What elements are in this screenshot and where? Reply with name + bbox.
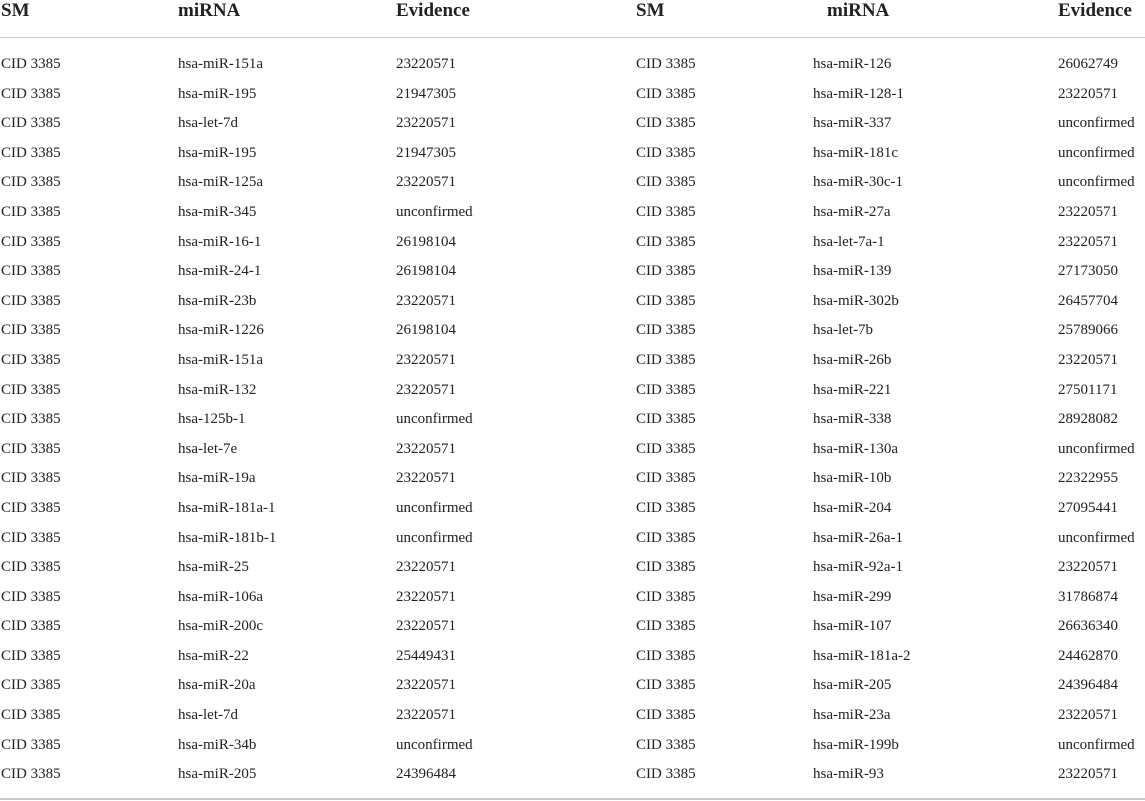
table-row	[0, 731, 1145, 761]
cell-evidence-left: 23220571	[396, 56, 456, 72]
cell-mirna-left: hsa-miR-345	[178, 203, 257, 220]
cell-evidence-right: 23220571	[1058, 233, 1118, 250]
cell-sm-right: CID 3385	[636, 529, 696, 546]
table-row	[0, 316, 1145, 346]
cell-sm-right: CID 3385	[636, 588, 696, 605]
cell-evidence-left: 23220571	[396, 707, 456, 724]
table-row	[0, 464, 1145, 494]
cell-evidence-right: 23220571	[1058, 766, 1118, 783]
cell-sm-left: CID 3385	[1, 203, 61, 220]
cell-sm-right: CID 3385	[636, 677, 696, 694]
cell-evidence-left: 26198104	[396, 322, 456, 339]
cell-evidence-right: 24462870	[1058, 647, 1118, 664]
cell-mirna-left: hsa-miR-22	[178, 647, 249, 664]
cell-sm-left: CID 3385	[1, 588, 61, 605]
cell-mirna-left: hsa-miR-23b	[178, 292, 257, 309]
cell-sm-right: CID 3385	[636, 144, 696, 161]
cell-sm-left: CID 3385	[1, 381, 61, 398]
table-row	[0, 642, 1145, 672]
cell-mirna-right: hsa-miR-30c-1	[813, 174, 903, 191]
cell-evidence-right: 23220571	[1058, 351, 1118, 368]
cell-mirna-left: hsa-let-7e	[178, 440, 238, 457]
cell-mirna-right: hsa-miR-126	[813, 56, 892, 72]
table-row	[0, 494, 1145, 524]
table-row	[0, 376, 1145, 406]
cell-sm-left: CID 3385	[1, 440, 61, 457]
cell-evidence-right: 23220571	[1058, 85, 1118, 102]
cell-mirna-left: hsa-miR-195	[178, 85, 257, 102]
cell-mirna-right: hsa-miR-128-1	[813, 85, 904, 102]
cell-evidence-left: 23220571	[396, 351, 456, 368]
cell-sm-right: CID 3385	[636, 381, 696, 398]
cell-mirna-right: hsa-let-7a-1	[813, 233, 885, 250]
table-header	[0, 0, 1145, 36]
cell-evidence-right: unconfirmed	[1058, 144, 1135, 161]
cell-evidence-right: 25789066	[1058, 322, 1118, 339]
cell-evidence-right: unconfirmed	[1058, 174, 1135, 191]
table-row	[0, 671, 1145, 701]
cell-mirna-left: hsa-miR-195	[178, 144, 257, 161]
cell-sm-left: CID 3385	[1, 707, 61, 724]
cell-evidence-left: 21947305	[396, 144, 456, 161]
cell-mirna-left: hsa-miR-1226	[178, 322, 264, 339]
table-row	[0, 228, 1145, 258]
cell-sm-left: CID 3385	[1, 174, 61, 191]
cell-mirna-right: hsa-miR-302b	[813, 292, 899, 309]
cell-mirna-right: hsa-miR-26b	[813, 351, 892, 368]
cell-evidence-right: 28928082	[1058, 411, 1118, 428]
cell-mirna-right: hsa-miR-338	[813, 411, 892, 428]
cell-mirna-right: hsa-miR-221	[813, 381, 892, 398]
cell-sm-right: CID 3385	[636, 292, 696, 309]
cell-evidence-left: 23220571	[396, 381, 456, 398]
cell-evidence-left: 24396484	[396, 766, 456, 783]
cell-evidence-left: 23220571	[396, 440, 456, 457]
cell-evidence-right: 31786874	[1058, 588, 1118, 605]
table-row	[0, 553, 1145, 583]
cell-evidence-right: 23220571	[1058, 203, 1118, 220]
cell-mirna-left: hsa-miR-34b	[178, 736, 257, 753]
cell-sm-left: CID 3385	[1, 351, 61, 368]
cell-sm-left: CID 3385	[1, 736, 61, 753]
cell-mirna-left: hsa-miR-151a	[178, 351, 263, 368]
cell-sm-left: CID 3385	[1, 56, 61, 72]
cell-mirna-right: hsa-miR-27a	[813, 203, 891, 220]
cell-sm-right: CID 3385	[636, 115, 696, 132]
cell-evidence-right: 26636340	[1058, 618, 1118, 635]
header-mirna-left: miRNA	[178, 0, 241, 21]
cell-mirna-right: hsa-miR-139	[813, 263, 892, 280]
table-body	[0, 50, 1145, 790]
cell-evidence-right: 24396484	[1058, 677, 1118, 694]
cell-sm-right: CID 3385	[636, 618, 696, 635]
cell-evidence-right: 26457704	[1058, 292, 1118, 309]
cell-evidence-right: 23220571	[1058, 559, 1118, 576]
cell-mirna-left: hsa-miR-205	[178, 766, 257, 783]
cell-mirna-right: hsa-miR-337	[813, 115, 892, 132]
cell-sm-left: CID 3385	[1, 233, 61, 250]
cell-sm-right: CID 3385	[636, 203, 696, 220]
cell-sm-right: CID 3385	[636, 470, 696, 487]
cell-mirna-right: hsa-miR-93	[813, 766, 884, 783]
cell-evidence-left: 23220571	[396, 618, 456, 635]
cell-evidence-left: 23220571	[396, 292, 456, 309]
cell-sm-right: CID 3385	[636, 499, 696, 516]
cell-mirna-right: hsa-miR-10b	[813, 470, 892, 487]
cell-evidence-left: unconfirmed	[396, 499, 473, 516]
cell-mirna-right: hsa-miR-205	[813, 677, 892, 694]
cell-evidence-left: unconfirmed	[396, 203, 473, 220]
cell-mirna-right: hsa-miR-181a-2	[813, 647, 911, 664]
cell-evidence-left: unconfirmed	[396, 736, 473, 753]
cell-sm-left: CID 3385	[1, 115, 61, 132]
cell-mirna-left: hsa-miR-19a	[178, 470, 256, 487]
cell-evidence-right: 26062749	[1058, 56, 1118, 72]
cell-evidence-right: unconfirmed	[1058, 736, 1135, 753]
cell-mirna-right: hsa-miR-204	[813, 499, 892, 516]
cell-sm-right: CID 3385	[636, 440, 696, 457]
cell-mirna-left: hsa-let-7d	[178, 115, 238, 132]
cell-mirna-right: hsa-miR-199b	[813, 736, 899, 753]
cell-mirna-left: hsa-miR-16-1	[178, 233, 262, 250]
table-row	[0, 583, 1145, 613]
cell-sm-right: CID 3385	[636, 766, 696, 783]
cell-evidence-left: 25449431	[396, 647, 456, 664]
table-row	[0, 80, 1145, 110]
cell-evidence-left: 23220571	[396, 174, 456, 191]
header-mirna-right: miRNA	[827, 0, 890, 21]
cell-mirna-left: hsa-miR-181b-1	[178, 529, 277, 546]
cell-sm-left: CID 3385	[1, 499, 61, 516]
cell-sm-right: CID 3385	[636, 707, 696, 724]
cell-sm-left: CID 3385	[1, 292, 61, 309]
cell-sm-left: CID 3385	[1, 677, 61, 694]
cell-evidence-left: 23220571	[396, 559, 456, 576]
cell-mirna-right: hsa-miR-181c	[813, 144, 898, 161]
table-row	[0, 168, 1145, 198]
cell-mirna-left: hsa-125b-1	[178, 411, 246, 428]
cell-mirna-left: hsa-miR-200c	[178, 618, 263, 635]
cell-mirna-right: hsa-miR-299	[813, 588, 892, 605]
table-bottom-rule	[0, 798, 1145, 800]
cell-evidence-left: 23220571	[396, 115, 456, 132]
cell-evidence-left: 23220571	[396, 588, 456, 605]
cell-mirna-left: hsa-miR-181a-1	[178, 499, 276, 516]
cell-mirna-left: hsa-miR-20a	[178, 677, 256, 694]
cell-sm-right: CID 3385	[636, 351, 696, 368]
cell-mirna-left: hsa-miR-25	[178, 559, 249, 576]
cell-mirna-right: hsa-miR-130a	[813, 440, 898, 457]
cell-evidence-left: 23220571	[396, 677, 456, 694]
cell-sm-left: CID 3385	[1, 470, 61, 487]
table-row	[0, 435, 1145, 465]
header-evidence-right: Evidence	[1058, 0, 1132, 21]
cell-mirna-left: hsa-miR-24-1	[178, 263, 262, 280]
cell-mirna-right: hsa-miR-23a	[813, 707, 891, 724]
cell-sm-left: CID 3385	[1, 322, 61, 339]
table-row	[0, 109, 1145, 139]
cell-mirna-left: hsa-miR-106a	[178, 588, 263, 605]
table-row	[0, 524, 1145, 554]
cell-mirna-left: hsa-miR-151a	[178, 56, 263, 72]
cell-evidence-left: 26198104	[396, 233, 456, 250]
cell-sm-left: CID 3385	[1, 85, 61, 102]
cell-sm-right: CID 3385	[636, 85, 696, 102]
table-row	[0, 405, 1145, 435]
header-sm-left: SM	[1, 0, 30, 21]
cell-mirna-right: hsa-miR-107	[813, 618, 892, 635]
cell-evidence-left: unconfirmed	[396, 529, 473, 546]
cell-sm-right: CID 3385	[636, 736, 696, 753]
cell-evidence-right: 22322955	[1058, 470, 1118, 487]
cell-evidence-right: 27173050	[1058, 263, 1118, 280]
cell-evidence-right: 23220571	[1058, 707, 1118, 724]
cell-sm-right: CID 3385	[636, 263, 696, 280]
table-row	[0, 701, 1145, 731]
cell-mirna-left: hsa-let-7d	[178, 707, 238, 724]
cell-sm-right: CID 3385	[636, 559, 696, 576]
cell-mirna-left: hsa-miR-132	[178, 381, 257, 398]
cell-sm-left: CID 3385	[1, 144, 61, 161]
cell-evidence-left: 26198104	[396, 263, 456, 280]
cell-sm-right: CID 3385	[636, 233, 696, 250]
cell-sm-left: CID 3385	[1, 766, 61, 783]
cell-evidence-right: 27095441	[1058, 499, 1118, 516]
table-row	[0, 257, 1145, 287]
table-row	[0, 139, 1145, 169]
cell-mirna-right: hsa-let-7b	[813, 322, 873, 339]
header-sm-right: SM	[636, 0, 665, 21]
cell-sm-right: CID 3385	[636, 322, 696, 339]
table-row	[0, 346, 1145, 376]
cell-sm-left: CID 3385	[1, 411, 61, 428]
header-evidence-left: Evidence	[396, 0, 470, 21]
cell-sm-left: CID 3385	[1, 559, 61, 576]
cell-evidence-left: 21947305	[396, 85, 456, 102]
cell-sm-right: CID 3385	[636, 647, 696, 664]
cell-evidence-left: unconfirmed	[396, 411, 473, 428]
table-row	[0, 287, 1145, 317]
table-row	[0, 198, 1145, 228]
header-divider	[0, 37, 1145, 38]
cell-sm-left: CID 3385	[1, 263, 61, 280]
cell-sm-left: CID 3385	[1, 618, 61, 635]
cell-evidence-right: 27501171	[1058, 381, 1118, 398]
cell-sm-left: CID 3385	[1, 529, 61, 546]
table-row	[0, 760, 1145, 790]
cell-sm-right: CID 3385	[636, 411, 696, 428]
cell-evidence-left: 23220571	[396, 470, 456, 487]
cell-sm-left: CID 3385	[1, 647, 61, 664]
cell-mirna-right: hsa-miR-92a-1	[813, 559, 903, 576]
cell-evidence-right: unconfirmed	[1058, 440, 1135, 457]
cell-evidence-right: unconfirmed	[1058, 529, 1135, 546]
cell-mirna-left: hsa-miR-125a	[178, 174, 263, 191]
table-row	[0, 612, 1145, 642]
cell-sm-right: CID 3385	[636, 56, 696, 72]
cell-sm-right: CID 3385	[636, 174, 696, 191]
cell-evidence-right: unconfirmed	[1058, 115, 1135, 132]
cell-mirna-right: hsa-miR-26a-1	[813, 529, 903, 546]
table-row	[0, 50, 1145, 80]
